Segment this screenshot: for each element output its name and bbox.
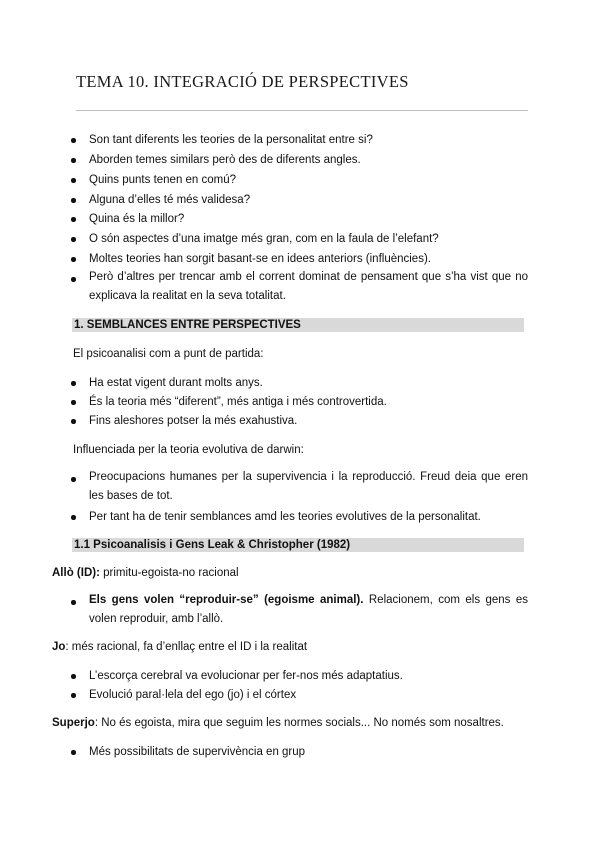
list-item: O són aspectes d’una imatge més gran, com en la faula de l’elefant?: [89, 233, 439, 245]
allo-bullet-text: Relacionem, com els gens es volen reproduir, amb l’allò.: [89, 594, 529, 625]
bullet-icon: [71, 138, 76, 143]
list-item: Més possibilitats de supervivència en grup: [89, 746, 306, 758]
superjo-definition: [52, 716, 504, 730]
bullet-icon: [71, 277, 76, 282]
bullet-icon: [71, 381, 76, 386]
list-item: Ha estat vigent durant molts anys.: [89, 377, 263, 389]
list-item: Aborden temes similars però des de diferents angles.: [89, 154, 361, 166]
list-item: Preocupacions humanes per la supervivencia i la reproducció. Freud deia que eren les bases de tot.: [89, 471, 528, 502]
subsection-heading: 1.1 Psicoanalisis i Gens Leak & Christopher (1982): [72, 538, 524, 552]
bullet-icon: [71, 257, 76, 262]
bullet-icon: [71, 178, 76, 183]
jo-label: Jo: [52, 641, 66, 653]
paragraph: Influenciada per la teoria evolutiva de darwin:: [73, 444, 304, 456]
list-item: Per tant ha de tenir semblances amd les teories evolutives de la personalitat.: [89, 511, 481, 523]
bullet-icon: [71, 600, 76, 605]
list-item: Evolució paral·lela del ego (jo) i el córtex: [89, 689, 297, 701]
list-item: [89, 591, 528, 629]
list-item: És la teoria més “diferent”, més antiga i més controvertida.: [89, 396, 387, 408]
list-item: Però d’altres per trencar amb el corrent dominat de pensament que s’ha vist que no explicava la realitat en la seva totalitat.: [89, 271, 528, 302]
jo-definition: [52, 640, 307, 654]
page-title: TEMA 10. INTEGRACIÓ DE PERSPECTIVES: [76, 72, 409, 91]
list-item: L’escorça cerebral va evolucionar per fer-nos més adaptatius.: [89, 670, 403, 682]
section-heading: 1. SEMBLANCES ENTRE PERSPECTIVES: [72, 318, 524, 332]
list-item: Quina és la millor?: [89, 213, 185, 225]
jo-text: : més racional, fa d’enllaç entre el ID i la realitat: [65, 641, 308, 653]
title-divider: [76, 110, 528, 111]
bullet-icon: [71, 217, 76, 222]
list-item: Fins aleshores potser la més exahustiva.: [89, 415, 298, 427]
bullet-icon: [71, 674, 76, 679]
allo-bullet-bold: Els gens volen “reproduir-se” (egoisme animal).: [89, 594, 364, 606]
paragraph: El psicoanalisi com a punt de partida:: [73, 348, 264, 360]
list-item: Son tant diferents les teories de la personalitat entre si?: [89, 134, 373, 146]
bullet-icon: [71, 198, 76, 203]
bullet-icon: [71, 477, 76, 482]
allo-label: Allò (ID):: [52, 567, 100, 579]
list-item: Moltes teories han sorgit basant-se en idees anteriors (influències).: [89, 253, 431, 265]
allo-text: primitu-egoista-no racional: [99, 567, 239, 579]
bullet-icon: [71, 419, 76, 424]
bullet-icon: [71, 693, 76, 698]
bullet-icon: [71, 515, 76, 520]
superjo-label: Superjo: [52, 717, 95, 729]
list-item: Quins punts tenen en comú?: [89, 174, 237, 186]
bullet-icon: [71, 400, 76, 405]
bullet-icon: [71, 158, 76, 163]
bullet-icon: [71, 237, 76, 242]
bullet-icon: [71, 750, 76, 755]
superjo-text: : No és egoista, mira que seguim les normes socials... No només som nosaltres.: [94, 717, 504, 729]
list-item: Alguna d’elles té més validesa?: [89, 194, 251, 206]
allo-definition: [52, 566, 239, 580]
